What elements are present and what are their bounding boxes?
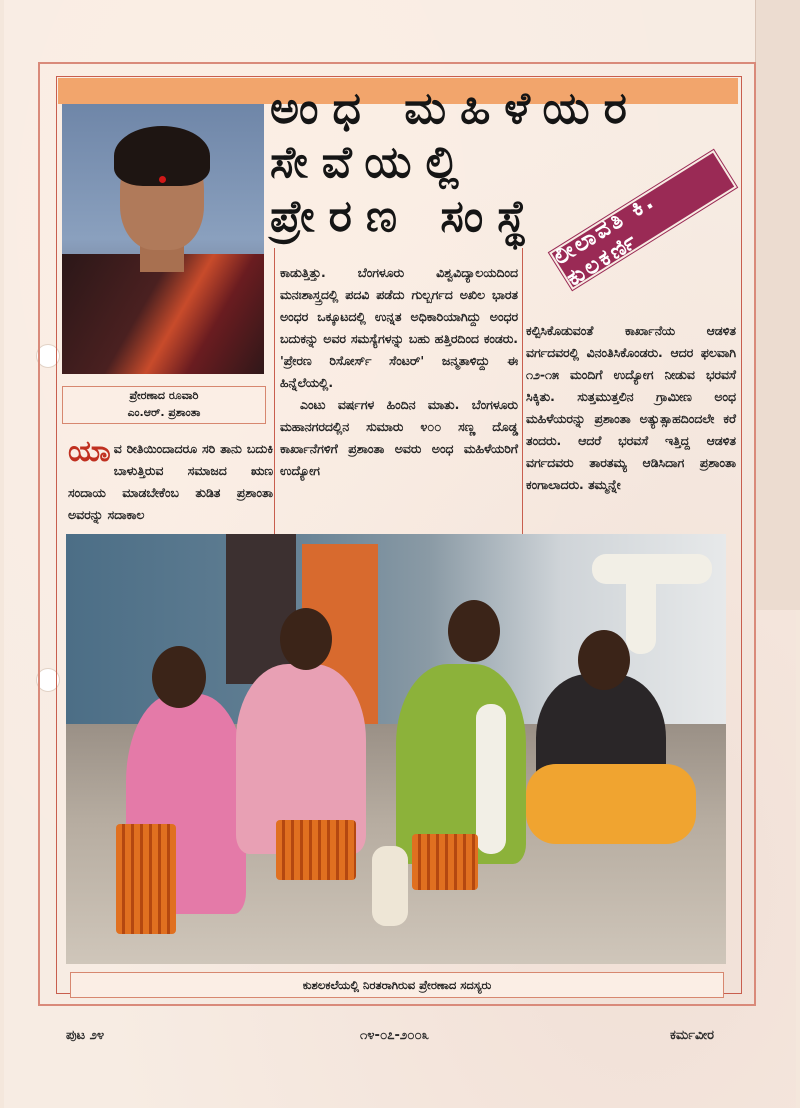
- author-byline: ಲೀಲಾವತಿ ಕಿ. ಕುಲಕರ್ಣಿ: [552, 153, 734, 288]
- caption-line: ಪ್ರೇರಣಾದ ರೂವಾರಿ: [129, 389, 199, 402]
- paragraph: ಕಾಡುತ್ತಿತ್ತು. ಬೆಂಗಳೂರು ವಿಶ್ವವಿದ್ಯಾಲಯದಿಂದ ಮನಃಶಾಸ್ತ್ರದಲ್ಲಿ ಪದವಿ ಪಡೆದು ಗುಲ್ಬರ್ಗದ ಅಖಿಲ ಭಾರತ ಅಂಧರ ಒಕ್ಕೂಟದಲ್ಲಿ ಉನ್ನತ ಅಧಿಕಾರಿಯಾಗಿದ್ದು ಅಂಧರ ಬದುಕನ್ನು ಅವರ ಸಮಸ್ಯೆಗಳನ್ನು ಬಹು ಹತ್ತಿರದಿಂದ ಕಂಡರು. 'ಪ್ರೇರಣ ರಿಸೋರ್ಸ್ ಸೆಂಟರ್' ಜನ್ಮತಾಳಿದ್ದು ಈ ಹಿನ್ನೆಲೆಯಲ್ಲಿ.: [280, 265, 518, 390]
- main-photo: [66, 534, 726, 964]
- headline-line: ಅಂಧ ಮಹಿಳೆಯರ: [270, 83, 641, 134]
- caption-line: ಎಂ.ಆರ್. ಪ್ರಶಾಂತಾ: [127, 406, 201, 419]
- paragraph: ಕಲ್ಪಿಸಿಕೊಡುವಂತೆ ಕಾರ್ಖಾನೆಯ ಆಡಳಿತ ವರ್ಗದವರಲ್ಲಿ ವಿನಂತಿಸಿಕೊಂಡರು. ಆದರ ಫಲವಾಗಿ ೧೨-೧೫ ಮಂದಿಗೆ ಉದ್ಯೋಗ ನೀಡುವ ಭರವಸೆ ಸಿಕ್ಕಿತು. ಸುತ್ತಮುತ್ತಲಿನ ಗ್ರಾಮೀಣ ಅಂಧ ಮಹಿಳೆಯರನ್ನು ಪ್ರಶಾಂತಾ ಅತ್ಯುತ್ಸಾಹದಿಂದಲೇ ಕರೆ ತಂದರು. ಆದರೆ ಭರವಸೆ ಇತ್ತಿದ್ದ ಆಡಳಿತ ವರ್ಗದವರು ತಾರತಮ್ಯ ಆಡಿಸಿದಾಗ ಪ್ರಶಾಂತಾ ಕಂಗಾಲಾದರು. ತಮ್ಮನ್ನೇ: [526, 323, 736, 492]
- column-divider: [274, 248, 275, 538]
- column-divider: [522, 248, 523, 538]
- headline-line: ಸೇವೆಯಲ್ಲಿ: [270, 137, 473, 188]
- torn-edge: [755, 0, 800, 610]
- column-text: ವ ರೀತಿಯಿಂದಾದರೂ ಸರಿ ತಾನು ಬದುಕಿ ಬಾಳುತ್ತಿರುವ ಸಮಾಜದ ಋಣ ಸಂದಾಯ ಮಾಡಬೇಕೆಂಬ ತುಡಿತ ಪ್ರಶಾಂತಾ ಅವರನ್ನು ಸದಾಕಾಲ: [68, 441, 273, 522]
- publication-date: ೧೪-೦೭-೨೦೦೩: [360, 1028, 430, 1043]
- main-photo-caption: ಕುಶಲಕಲೆಯಲ್ಲಿ ನಿರತರಾಗಿರುವ ಪ್ರೇರಣಾದ ಸದಸ್ಯರು: [70, 972, 724, 998]
- page-number: ಪುಟ ೨೪: [66, 1028, 105, 1043]
- portrait-caption: [62, 386, 266, 424]
- publication-name: ಕರ್ಮವೀರ: [670, 1028, 714, 1043]
- paragraph: ಎಂಟು ವರ್ಷಗಳ ಹಿಂದಿನ ಮಾತು. ಬೆಂಗಳೂರು ಮಹಾನಗರದಲ್ಲಿನ ಸುಮಾರು ೪೦೦ ಸಣ್ಣ ದೊಡ್ಡ ಕಾರ್ಖಾನೆಗಳಿಗೆ ಪ್ರಶಾಂತಾ ಅವರು ಅಂಧ ಮಹಿಳೆಯರಿಗೆ ಉದ್ಯೋಗ: [280, 397, 518, 478]
- article-column-3: [526, 320, 736, 496]
- headline-line: ಪ್ರೇರಣ ಸಂಸ್ಥೆ: [270, 191, 541, 242]
- article-column-1: [68, 434, 273, 526]
- portrait-photo: [62, 104, 264, 374]
- article-column-2: [280, 262, 518, 482]
- drop-cap: ಯಾ: [68, 434, 111, 469]
